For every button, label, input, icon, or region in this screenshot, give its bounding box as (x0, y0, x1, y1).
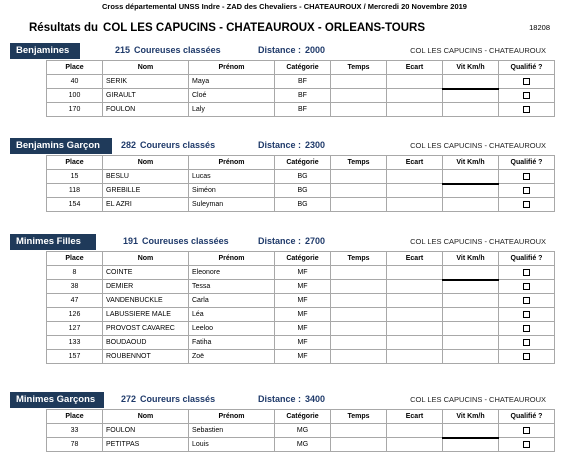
cell-place: 170 (47, 103, 103, 117)
cell-vitesse (443, 308, 499, 322)
section-distance (258, 140, 325, 150)
cell-temps (331, 294, 387, 308)
qualified-checkbox[interactable] (523, 311, 530, 318)
table-header-row (47, 61, 555, 75)
table-header-row (47, 156, 555, 170)
column-header: Temps (331, 410, 387, 424)
cell-cat: MF (275, 336, 331, 350)
cell-nom: ROUBENNOT (103, 350, 189, 364)
section-club: COL LES CAPUCINS - CHATEAUROUX (410, 395, 546, 404)
column-header: Nom (103, 252, 189, 266)
cell-nom: EL AZRI (103, 198, 189, 212)
cell-ecart (387, 170, 443, 184)
distance-label: Distance : (258, 140, 302, 150)
cell-qualifie[interactable] (499, 170, 555, 184)
cell-ecart (387, 280, 443, 294)
cell-ecart (387, 308, 443, 322)
count-value: 272 (121, 394, 137, 404)
qualified-checkbox[interactable] (523, 78, 530, 85)
cell-vitesse (443, 184, 499, 198)
column-header: Temps (331, 156, 387, 170)
results-title (29, 22, 425, 34)
cell-temps (331, 266, 387, 280)
cell-prenom: Maya (189, 75, 275, 89)
distance-label: Distance : (258, 45, 302, 55)
section-count (121, 140, 215, 150)
cell-vitesse (443, 322, 499, 336)
cell-prenom: Louis (189, 438, 275, 452)
section-distance (258, 236, 325, 246)
results-table (46, 155, 555, 212)
qualified-checkbox[interactable] (523, 92, 530, 99)
column-header: Prénom (189, 252, 275, 266)
column-header: Place (47, 156, 103, 170)
qualified-checkbox[interactable] (523, 269, 530, 276)
results-table (46, 60, 555, 117)
cell-cat: MF (275, 308, 331, 322)
cell-qualifie[interactable] (499, 322, 555, 336)
cell-place: 133 (47, 336, 103, 350)
cell-prenom: Laly (189, 103, 275, 117)
qualified-checkbox[interactable] (523, 201, 530, 208)
cell-temps (331, 184, 387, 198)
cell-ecart (387, 350, 443, 364)
column-header: Nom (103, 156, 189, 170)
cell-vitesse (443, 89, 499, 103)
cell-temps (331, 170, 387, 184)
count-value: 282 (121, 140, 137, 150)
cell-vitesse (443, 280, 499, 294)
cell-cat: BG (275, 170, 331, 184)
results-table (46, 251, 555, 364)
cell-place: 33 (47, 424, 103, 438)
results-table (46, 409, 555, 452)
cell-ecart (387, 424, 443, 438)
cell-prenom: Cloé (189, 89, 275, 103)
count-label: Coureurs classés (140, 394, 216, 404)
cell-nom: BOUDAOUD (103, 336, 189, 350)
section-club: COL LES CAPUCINS - CHATEAUROUX (410, 141, 546, 150)
cell-qualifie[interactable] (499, 294, 555, 308)
section-bar (10, 43, 550, 59)
column-header: Catégorie (275, 410, 331, 424)
column-header: Nom (103, 410, 189, 424)
qualified-checkbox[interactable] (523, 187, 530, 194)
column-header: Prénom (189, 156, 275, 170)
cell-nom: PETITPAS (103, 438, 189, 452)
column-header: Ecart (387, 156, 443, 170)
column-header: Nom (103, 61, 189, 75)
table-row (47, 103, 555, 117)
section-distance (258, 45, 325, 55)
cell-cat: BF (275, 103, 331, 117)
cell-nom: DEMIER (103, 280, 189, 294)
cell-qualifie[interactable] (499, 424, 555, 438)
cell-cat: MF (275, 350, 331, 364)
cell-nom: GREBILLE (103, 184, 189, 198)
cell-prenom: Sebastien (189, 424, 275, 438)
cell-prenom: Carla (189, 294, 275, 308)
cell-cat: MG (275, 438, 331, 452)
cell-ecart (387, 438, 443, 452)
cell-temps (331, 89, 387, 103)
column-header: Ecart (387, 252, 443, 266)
distance-label: Distance : (258, 394, 302, 404)
cell-qualifie[interactable] (499, 308, 555, 322)
cell-nom: PROVOST CAVAREC (103, 322, 189, 336)
cell-vitesse (443, 350, 499, 364)
count-label: Coureuses classées (142, 236, 229, 246)
column-header: Qualifié ? (499, 156, 555, 170)
column-header: Catégorie (275, 61, 331, 75)
table-row (47, 350, 555, 364)
section-name: Benjamins Garçon (10, 138, 112, 154)
cell-cat: MF (275, 266, 331, 280)
cell-place: 47 (47, 294, 103, 308)
cell-nom: FOULON (103, 103, 189, 117)
cell-cat: MF (275, 294, 331, 308)
cell-prenom: Fatiha (189, 336, 275, 350)
cell-place: 154 (47, 198, 103, 212)
count-label: Coureuses classées (134, 45, 221, 55)
column-header: Qualifié ? (499, 61, 555, 75)
column-header: Temps (331, 61, 387, 75)
cell-temps (331, 438, 387, 452)
table-row (47, 438, 555, 452)
table-row (47, 198, 555, 212)
cell-temps (331, 280, 387, 294)
section-count (115, 45, 221, 55)
document-header: Cross départemental UNSS Indre - ZAD des Chevaliers - CHATEAUROUX / Mercredi 20 Novembre 2019 (102, 2, 467, 11)
table-row (47, 424, 555, 438)
cell-prenom: Siméon (189, 184, 275, 198)
section-count (121, 394, 215, 404)
qualified-checkbox[interactable] (523, 427, 530, 434)
column-header: Qualifié ? (499, 252, 555, 266)
cell-temps (331, 308, 387, 322)
cell-prenom: Zoë (189, 350, 275, 364)
cell-temps (331, 336, 387, 350)
cell-place: 8 (47, 266, 103, 280)
cell-vitesse (443, 266, 499, 280)
section-bar (10, 138, 550, 154)
cell-cat: BG (275, 198, 331, 212)
qualified-checkbox[interactable] (523, 106, 530, 113)
qualified-checkbox[interactable] (523, 325, 530, 332)
section-3 (10, 234, 550, 360)
qualified-checkbox[interactable] (523, 339, 530, 346)
cell-ecart (387, 294, 443, 308)
table-row (47, 89, 555, 103)
cell-qualifie[interactable] (499, 184, 555, 198)
qualified-checkbox[interactable] (523, 353, 530, 360)
section-name: Minimes Filles (10, 234, 96, 250)
results-title-label: Résultats du (29, 22, 99, 34)
cell-prenom: Suleyman (189, 198, 275, 212)
cell-temps (331, 75, 387, 89)
cell-ecart (387, 266, 443, 280)
section-2 (10, 138, 550, 208)
section-4 (10, 392, 550, 448)
cell-nom: COINTE (103, 266, 189, 280)
count-value: 215 (115, 45, 131, 55)
table-header-row (47, 252, 555, 266)
cell-nom: LABUSSIERE MALE (103, 308, 189, 322)
column-header: Temps (331, 252, 387, 266)
table-row (47, 75, 555, 89)
section-club: COL LES CAPUCINS - CHATEAUROUX (410, 237, 546, 246)
column-header: Prénom (189, 61, 275, 75)
qualified-checkbox[interactable] (523, 283, 530, 290)
column-header: Prénom (189, 410, 275, 424)
cell-prenom: Tessa (189, 280, 275, 294)
cell-place: 127 (47, 322, 103, 336)
cell-ecart (387, 184, 443, 198)
cell-prenom: Lucas (189, 170, 275, 184)
cell-vitesse (443, 75, 499, 89)
table-row (47, 294, 555, 308)
table-row (47, 266, 555, 280)
cell-nom: VANDENBUCKLE (103, 294, 189, 308)
cell-cat: BF (275, 75, 331, 89)
table-row (47, 170, 555, 184)
cell-ecart (387, 336, 443, 350)
cell-vitesse (443, 336, 499, 350)
cell-cat: MG (275, 424, 331, 438)
cell-vitesse (443, 438, 499, 452)
cell-qualifie[interactable] (499, 89, 555, 103)
section-1 (10, 43, 550, 113)
column-header: Catégorie (275, 156, 331, 170)
section-club: COL LES CAPUCINS - CHATEAUROUX (410, 46, 546, 55)
section-distance (258, 394, 325, 404)
cell-prenom: Eleonore (189, 266, 275, 280)
cell-cat: MF (275, 280, 331, 294)
cell-nom: FOULON (103, 424, 189, 438)
table-row (47, 336, 555, 350)
column-header: Qualifié ? (499, 410, 555, 424)
cell-prenom: Leeloo (189, 322, 275, 336)
cell-vitesse (443, 198, 499, 212)
section-bar (10, 234, 550, 250)
cell-temps (331, 350, 387, 364)
column-header: Place (47, 252, 103, 266)
cell-nom: GIRAULT (103, 89, 189, 103)
cell-ecart (387, 198, 443, 212)
cell-nom: BESLU (103, 170, 189, 184)
cell-prenom: Léa (189, 308, 275, 322)
cell-nom: SERIK (103, 75, 189, 89)
cell-qualifie[interactable] (499, 266, 555, 280)
cell-ecart (387, 322, 443, 336)
cell-qualifie[interactable] (499, 103, 555, 117)
cell-qualifie[interactable] (499, 438, 555, 452)
cell-qualifie[interactable] (499, 350, 555, 364)
column-header: Place (47, 410, 103, 424)
cell-temps (331, 424, 387, 438)
column-header: Ecart (387, 61, 443, 75)
distance-label: Distance : (258, 236, 302, 246)
cell-place: 100 (47, 89, 103, 103)
cell-place: 157 (47, 350, 103, 364)
qualified-checkbox[interactable] (523, 173, 530, 180)
cell-vitesse (443, 170, 499, 184)
cell-qualifie[interactable] (499, 198, 555, 212)
cell-cat: MF (275, 322, 331, 336)
cell-qualifie[interactable] (499, 75, 555, 89)
column-header: Vit Km/h (443, 252, 499, 266)
column-header: Place (47, 61, 103, 75)
table-row (47, 308, 555, 322)
distance-value: 2300 (305, 140, 326, 150)
column-header: Vit Km/h (443, 410, 499, 424)
cell-qualifie[interactable] (499, 280, 555, 294)
cell-vitesse (443, 103, 499, 117)
cell-ecart (387, 89, 443, 103)
cell-place: 38 (47, 280, 103, 294)
section-name: Minimes Garçons (10, 392, 104, 408)
cell-vitesse (443, 294, 499, 308)
cell-temps (331, 322, 387, 336)
section-count (123, 236, 229, 246)
cell-place: 40 (47, 75, 103, 89)
document-number: 18208 (529, 23, 550, 32)
cell-place: 118 (47, 184, 103, 198)
section-bar (10, 392, 550, 408)
cell-vitesse (443, 424, 499, 438)
distance-value: 3400 (305, 394, 326, 404)
cell-cat: BF (275, 89, 331, 103)
table-row (47, 322, 555, 336)
count-label: Coureurs classés (140, 140, 216, 150)
column-header: Vit Km/h (443, 61, 499, 75)
table-header-row (47, 410, 555, 424)
column-header: Ecart (387, 410, 443, 424)
count-value: 191 (123, 236, 139, 246)
table-row (47, 184, 555, 198)
cell-ecart (387, 75, 443, 89)
results-title-club: COL LES CAPUCINS - CHATEAUROUX - ORLEANS-TOURS (103, 22, 426, 34)
qualified-checkbox[interactable] (523, 441, 530, 448)
table-row (47, 280, 555, 294)
distance-value: 2000 (305, 45, 326, 55)
cell-ecart (387, 103, 443, 117)
section-name: Benjamines (10, 43, 80, 59)
cell-place: 15 (47, 170, 103, 184)
qualified-checkbox[interactable] (523, 297, 530, 304)
cell-qualifie[interactable] (499, 336, 555, 350)
cell-place: 126 (47, 308, 103, 322)
cell-temps (331, 103, 387, 117)
column-header: Catégorie (275, 252, 331, 266)
distance-value: 2700 (305, 236, 326, 246)
cell-place: 78 (47, 438, 103, 452)
cell-temps (331, 198, 387, 212)
column-header: Vit Km/h (443, 156, 499, 170)
cell-cat: BG (275, 184, 331, 198)
